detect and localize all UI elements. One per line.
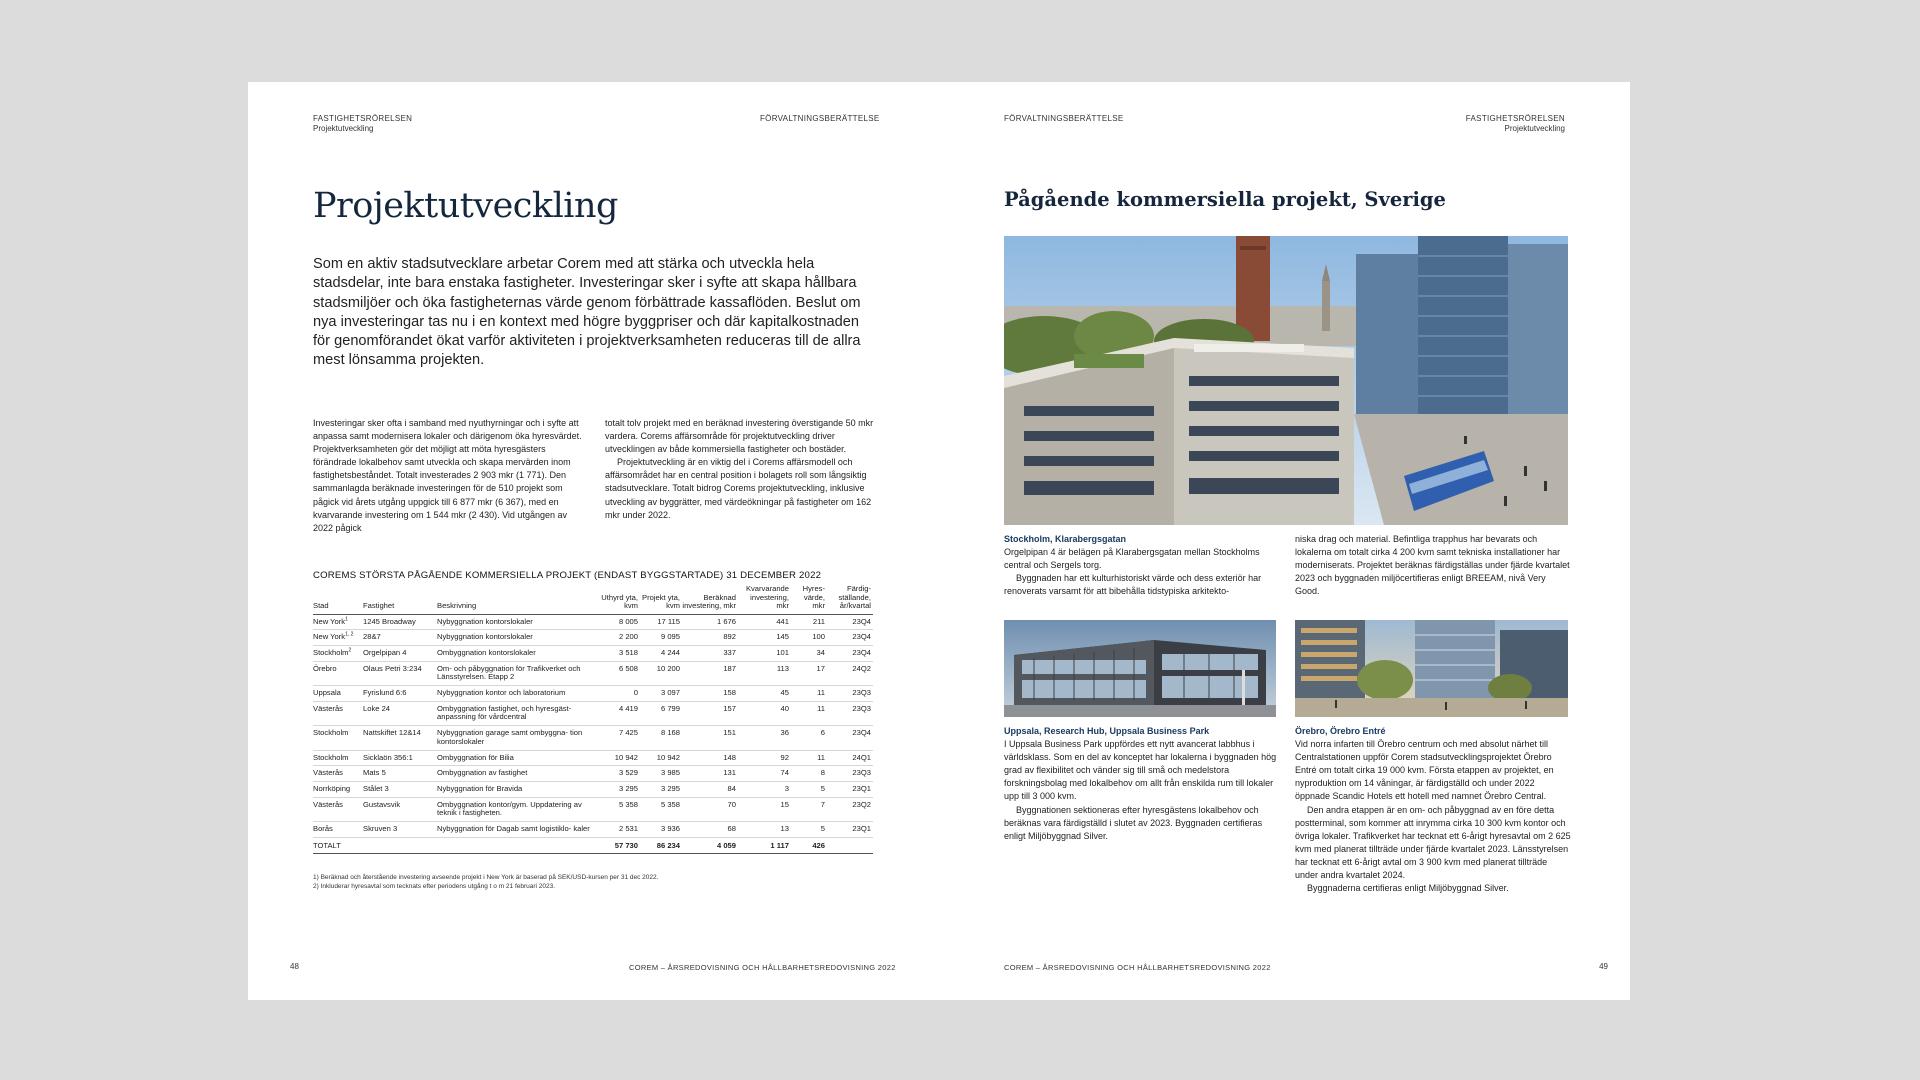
cell-projekt [640,766,682,782]
cell-text: Västerås [313,799,343,809]
table-title: COREMS STÖRSTA PÅGÅENDE KOMMERSIELLA PROJEKT (ENDAST BYGGSTARTADE) 31 DECEMBER 2022 [313,570,822,581]
cell-text: 40 [780,703,789,713]
caption-text: niska drag och material. Befintliga trapphus har bevarats och lokalerna om totalt cirka 4 200 kvm samt tekniska installationer har moderniserats. Projektet beräknas färdigställas under fjärde kvartalet 2023 och byggnaden miljöcertifieras enligt BREEAM, nivå Very Good. [1295,534,1570,597]
cell-fastighet [363,797,437,821]
table-row [313,822,873,838]
cell-fardig [827,686,873,702]
cell-text: 11 [817,703,825,713]
cell-text: 8 168 [660,728,680,738]
cell-stad [313,750,363,766]
section-label: FASTIGHETSRÖRELSEN [313,114,413,123]
cell-fastighet [363,781,437,797]
cell-kvarvarande [738,630,791,646]
cell-text: 10 942 [614,752,638,762]
cell-text: Olaus Petri 3:234 [363,663,422,673]
total-uthyrd: 57 730 [595,837,640,854]
cell-projekt [640,822,682,838]
cell-projekt [640,661,682,685]
cell-text: New York [313,632,346,642]
uppsala-research-hub-photo [1004,620,1276,717]
caption-orebro [1295,725,1571,895]
footnote: 1) Beräknad och återstående investering avseende projekt i New York är baserad på SEK/USD-kursen per 31 dec 2022. [313,874,659,881]
cell-hyresvarde [791,726,827,750]
col-header-fastighet: Fastighet [363,585,437,614]
cell-text: 151 [723,728,736,738]
cell-text: 337 [723,647,736,657]
cell-stad [313,630,363,646]
table-row [313,686,873,702]
cell-uthyrd [595,645,640,661]
cell-fardig [827,750,873,766]
cell-text: Orgelpipan 4 [363,647,407,657]
cell-beraknad [682,797,738,821]
caption-text: Byggnaderna certifieras enligt Miljöbyggnad Silver. [1307,883,1509,894]
section-title: Pågående kommersiella projekt, Sverige [1004,188,1446,211]
caption-text: Vid norra infarten till Örebro centrum och med absolut närhet till Centralstationen uppför Corem stadsutvecklingsprojektet Örebro Entré om totalt cirka 19 000 kvm. Första etappen av projektet, en nyproduktion om 14 våningar, är färdigställd och under 2022 öppnade Scandic Hotels ett hotell med namnet Örebro Central. [1295,739,1554,802]
cell-text: Västerås [313,703,343,713]
total-empty [827,837,873,854]
cell-beraknad [682,661,738,685]
body-paragraph: Projektutveckling är en viktig del i Corems affärsmodell och affärsområdet har en central position i bolagets roll som långsiktig stadsutvecklare. Totalt bidrog Corems projektutveckling, inklusive utveckling av byggrätter, med värdeökningar på fastigheter om 162 mkr under 2022. [605,457,872,520]
cell-fardig [827,645,873,661]
cell-text: 101 [776,647,789,657]
cell-fastighet [363,686,437,702]
cell-text: 17 [816,663,825,673]
cell-text: 13 [780,824,789,834]
cell-text: 4 244 [660,647,680,657]
cell-text: 17 115 [657,616,680,626]
table-row [313,766,873,782]
caption-text: Byggnaden har ett kulturhistoriskt värde och dess exteriör har renoverats varsamt för att bibehålla tidstypiska arkitekto- [1004,573,1262,597]
cell-text: 5 [820,783,825,793]
col-header-beraknad: Beräknad investering, mkr [682,585,738,614]
cell-beraknad [682,630,738,646]
cell-text: Nattskiftet 12&14 [363,728,421,738]
cell-text: Stockholm [313,647,349,657]
cell-text: Ombyggnation kontorslokaler [437,647,536,657]
footnote-marker: 1 [345,615,348,622]
cell-text: 148 [723,752,736,762]
cell-hyresvarde [791,614,827,630]
footnote-marker: 2 [348,647,352,654]
footnote-marker: 1, 2 [345,631,354,638]
col-header-projekt: Projekt yta, kvm [640,585,682,614]
cell-text: Västerås [313,768,343,778]
cell-stad [313,661,363,685]
cell-text: Loke 24 [363,703,391,713]
cell-text: 7 [820,799,825,809]
cell-beskrivning [437,614,595,630]
section-label: FASTIGHETSRÖRELSEN [1465,114,1565,123]
table-row [313,661,873,685]
cell-kvarvarande [738,750,791,766]
chapter-label: FÖRVALTNINGSBERÄTTELSE [760,114,880,123]
cell-text: 74 [780,768,789,778]
cell-beskrivning [437,750,595,766]
cell-uthyrd [595,781,640,797]
total-hyresvarde: 426 [791,837,827,854]
cell-text: 24Q2 [852,663,871,673]
cell-beskrivning [437,766,595,782]
col-header-hyresvarde: Hyres- värde, mkr [791,585,827,614]
cell-stad [313,701,363,725]
cell-hyresvarde [791,822,827,838]
col-header-uthyrd: Uthyrd yta, kvm [595,585,640,614]
cell-text: Nybyggnation garage samt ombyggna- tion kontorslokaler [437,728,583,746]
cell-text: 23Q1 [852,824,871,834]
right-running-header [1466,114,1565,134]
cell-text: Nybyggnation kontorslokaler [437,632,533,642]
cell-fardig [827,630,873,646]
cell-stad [313,645,363,661]
cell-text: 3 936 [660,824,680,834]
cell-uthyrd [595,614,640,630]
total-label: TOTALT [313,837,363,854]
table-row [313,645,873,661]
cell-text: 10 200 [656,663,680,673]
cell-text: 131 [723,768,736,778]
cell-stad [313,766,363,782]
footnote: 2) Inkluderar hyresavtal som tecknats efter periodens utgång t o m 21 februari 2023. [313,882,556,890]
orebro-entre-photo [1295,620,1568,717]
cell-text: Ombyggnation fastighet, och hyresgäst- anpassning för vårdcentral [437,703,572,722]
cell-text: 24Q1 [852,752,871,762]
cell-projekt [640,726,682,750]
cell-text: 100 [812,632,825,642]
cell-beskrivning [437,686,595,702]
cell-text: 70 [727,799,736,809]
cell-text: Gustavsvik [363,799,401,809]
cell-text: 23Q4 [852,647,871,657]
cell-fardig [827,766,873,782]
cell-text: 36 [780,728,789,738]
page-number: 48 [290,962,299,971]
cell-text: Nybyggnation kontor och laboratorium [437,688,566,698]
cell-fastighet [363,766,437,782]
cell-text: Norrköping [313,783,351,793]
cell-stad [313,781,363,797]
cell-text: 8 005 [618,616,638,626]
cell-text: Mats 5 [363,768,386,778]
col-header-stad: Stad [313,585,363,614]
cell-text: 892 [723,632,736,642]
cell-text: Örebro [313,663,337,673]
cell-kvarvarande [738,614,791,630]
cell-text: 0 [633,688,638,698]
cell-uthyrd [595,630,640,646]
cell-text: Borås [313,824,333,834]
cell-hyresvarde [791,686,827,702]
caption-text: Den andra etappen är en om- och påbyggnad av en före detta postterminal, som kommer att inrymma cirka 10 300 kvm kontor och övriga lokaler. Trafikverket har tecknat ett 6-årigt hyresavtal om 2 625 kvm med planerat tillträde under fjärde kvartalet 2023. Länsstyrelsen har tecknat ett 6-årigt avtal om 3 900 kvm med planerat tillträde under andra kvartalet 2024. [1295,804,1571,881]
projects-table [313,585,873,854]
cell-beskrivning [437,630,595,646]
cell-fardig [827,726,873,750]
cell-text: Om- och påbyggnation för Trafikverket och Länsstyrelsen. Etapp 2 [437,663,581,682]
cell-text: 3 097 [660,688,680,698]
total-projekt: 86 234 [640,837,682,854]
table-total-row [313,837,873,854]
cell-uthyrd [595,822,640,838]
col-header-kvarvarande: Kvarvarande investering, mkr [738,585,791,614]
cell-text: 3 [784,783,789,793]
cell-beraknad [682,726,738,750]
cell-text: 68 [727,824,736,834]
total-kvarvarande: 1 117 [738,837,791,854]
cell-text: Nybyggnation för Bravida [437,783,523,793]
caption-text: I Uppsala Business Park uppfördes ett nytt avancerat labbhus i världsklass. Som en del av konceptet har lokalerna i byggnaden hög grad av flexibilitet och vänder sig till små och medelstora forskningsbolag med lokalbehov om allt från enskilda rum till lokaler upp till 3 000 kvm. [1004,739,1277,802]
cell-text: 2 531 [618,824,638,834]
cell-text: New York [313,616,346,626]
cell-kvarvarande [738,822,791,838]
table-row [313,750,873,766]
cell-fardig [827,701,873,725]
caption-title: Stockholm, Klarabergsgatan [1004,534,1127,544]
cell-beraknad [682,750,738,766]
cell-beraknad [682,822,738,838]
cell-kvarvarande [738,661,791,685]
page-footer: COREM – ÅRSREDOVISNING OCH HÅLLBARHETSREDOVISNING 2022 [1004,963,1271,972]
cell-fardig [827,614,873,630]
cell-uthyrd [595,726,640,750]
cell-beskrivning [437,645,595,661]
cell-stad [313,797,363,821]
cell-uthyrd [595,766,640,782]
body-column-1 [313,417,585,535]
cell-text: 4 419 [618,703,638,713]
right-page [939,82,1630,1000]
cell-hyresvarde [791,797,827,821]
page-number: 49 [1599,962,1608,971]
cell-uthyrd [595,750,640,766]
cell-text: Sicklaön 356:1 [363,752,413,762]
cell-beskrivning [437,781,595,797]
cell-text: 28&7 [363,632,381,642]
cell-text: 187 [723,663,736,673]
cell-beskrivning [437,822,595,838]
cell-text: 3 518 [618,647,638,657]
cell-uthyrd [595,686,640,702]
cell-stad [313,822,363,838]
cell-projekt [640,701,682,725]
cell-text: 157 [723,703,736,713]
cell-text: Ombyggnation för Bilia [437,752,514,762]
cell-text: 92 [780,752,789,762]
cell-text: 9 095 [660,632,680,642]
cell-text: 1 676 [716,616,736,626]
cell-stad [313,614,363,630]
page-footer: COREM – ÅRSREDOVISNING OCH HÅLLBARHETSREDOVISNING 2022 [629,963,896,972]
cell-text: 23Q3 [852,768,871,778]
cell-fastighet [363,645,437,661]
cell-projekt [640,614,682,630]
left-page [248,82,939,1000]
cell-text: 23Q1 [852,783,871,793]
cell-text: Fyrislund 6:6 [363,688,407,698]
cell-fardig [827,781,873,797]
cell-text: Nybyggnation för Dagab samt logistiklo- kaler [437,824,590,834]
caption-text: Byggnationen sektioneras efter hyresgästens lokalbehov och beräknas vara färdigställd i slutet av 2023. Byggnaden certifieras enligt Miljöbyggnad Silver. [1004,804,1263,841]
cell-beraknad [682,701,738,725]
cell-text: 3 529 [618,768,638,778]
cell-beraknad [682,614,738,630]
caption-stockholm-cont [1295,533,1571,598]
left-running-header [313,114,412,134]
page-title: Projektutveckling [313,186,618,226]
cell-text: Nybyggnation kontorslokaler [437,616,533,626]
cell-text: 5 358 [660,799,680,809]
cell-text: 45 [780,688,789,698]
report-spread [248,82,1630,1000]
cell-hyresvarde [791,645,827,661]
cell-fardig [827,661,873,685]
caption-title: Uppsala, Research Hub, Uppsala Business Park [1004,726,1210,736]
cell-beskrivning [437,797,595,821]
cell-text: 5 [820,824,825,834]
cell-text: 84 [727,783,736,793]
table-row [313,701,873,725]
cell-hyresvarde [791,766,827,782]
cell-text: 3 295 [660,783,680,793]
cell-fastighet [363,750,437,766]
cell-beskrivning [437,726,595,750]
col-header-beskrivning: Beskrivning [437,585,595,614]
cell-text: Stockholm [313,728,349,738]
cell-beskrivning [437,701,595,725]
cell-text: 8 [820,768,825,778]
cell-text: Stockholm [313,752,349,762]
cell-beraknad [682,645,738,661]
cell-text: 1245 Broadway [363,616,416,626]
cell-text: 2 200 [618,632,638,642]
cell-text: 23Q3 [852,688,871,698]
cell-beraknad [682,766,738,782]
cell-kvarvarande [738,781,791,797]
cell-text: 23Q4 [852,616,871,626]
cell-stad [313,686,363,702]
cell-text: 23Q3 [852,703,871,713]
caption-text: Orgelpipan 4 är belägen på Klarabergsgatan mellan Stockholms central och Sergels torg. [1004,547,1260,571]
col-header-fardig: Färdig- ställande, år/kvartal [827,585,873,614]
cell-text: 211 [812,616,825,626]
cell-projekt [640,630,682,646]
cell-uthyrd [595,701,640,725]
cell-stad [313,726,363,750]
cell-fastighet [363,614,437,630]
cell-text: 11 [817,752,825,762]
cell-uthyrd [595,661,640,685]
table-header-row [313,585,873,614]
caption-stockholm [1004,533,1280,598]
table-row [313,797,873,821]
cell-kvarvarande [738,686,791,702]
cell-fardig [827,797,873,821]
cell-text: 5 358 [618,799,638,809]
chapter-label: FÖRVALTNINGSBERÄTTELSE [1004,114,1124,123]
cell-text: Ombyggnation av fastighet [437,768,528,778]
table-footnotes [313,874,658,891]
caption-uppsala [1004,725,1280,843]
cell-text: 3 985 [660,768,680,778]
cell-projekt [640,645,682,661]
total-empty [437,837,595,854]
cell-text: Skruven 3 [363,824,398,834]
cell-fastighet [363,701,437,725]
cell-hyresvarde [791,701,827,725]
total-beraknad: 4 059 [682,837,738,854]
table-body [313,614,873,854]
total-empty [363,837,437,854]
table-row [313,781,873,797]
cell-text: 11 [817,688,825,698]
cell-beraknad [682,686,738,702]
cell-text: 145 [776,632,789,642]
cell-text: Stålet 3 [363,783,389,793]
cell-kvarvarande [738,766,791,782]
table-row [313,726,873,750]
cell-kvarvarande [738,726,791,750]
cell-text: 6 799 [660,703,680,713]
cell-fastighet [363,822,437,838]
cell-text: 6 [820,728,825,738]
cell-text: 23Q2 [852,799,871,809]
cell-uthyrd [595,797,640,821]
cell-text: 158 [723,688,736,698]
cell-text: Ombyggnation kontor/gym. Uppdatering av teknik i fastigheten. [437,799,582,818]
cell-projekt [640,781,682,797]
cell-hyresvarde [791,750,827,766]
cell-text: 34 [816,647,825,657]
cell-hyresvarde [791,630,827,646]
cell-text: Uppsala [313,688,341,698]
cell-text: 23Q4 [852,728,871,738]
cell-beraknad [682,781,738,797]
cell-text: 15 [780,799,789,809]
cell-fastighet [363,630,437,646]
subsection-label: Projektutveckling [1504,124,1565,133]
cell-kvarvarande [738,797,791,821]
cell-text: 6 508 [618,663,638,673]
cell-text: 10 942 [656,752,680,762]
subsection-label: Projektutveckling [313,124,374,133]
body-column-2 [605,417,877,522]
cell-hyresvarde [791,661,827,685]
cell-kvarvarande [738,645,791,661]
lead-paragraph: Som en aktiv stadsutvecklare arbetar Corem med att stärka och utveckla hela stadsdelar, inte bara enstaka fastigheter. Investeringar sker i syfte att skapa hållbara stadsmiljöer och öka fastigheternas värde genom förbättrade kassaflöden. Beslut om nya investeringar tas nu i en kontext med högre byggpriser och där kapitalkostnaden för genomförandet ökat varför aktiviteten i projektverksamheten reduceras till de allra mest lönsamma projekten. [313,256,861,369]
cell-projekt [640,797,682,821]
cell-projekt [640,750,682,766]
cell-text: 441 [776,616,789,626]
stockholm-klarabergsgatan-photo [1004,236,1568,525]
cell-fastighet [363,661,437,685]
body-paragraph: totalt tolv projekt med en beräknad investering överstigande 50 mkr vardera. Corems affärsområde för projektutveckling driver utvecklingen av både kommersiella fastigheter och bostäder. [605,418,874,455]
table-row [313,630,873,646]
body-paragraph: Investeringar sker ofta i samband med nyuthyrningar och i syfte att anpassa samt modernisera lokaler och därigenom öka hyresvärdet. Projektverksamheten gör det möjligt att möta hyresgästers förändrade lokalbehov samt utveckla och skapa mervärden inom fastighetsbeståndet. Totalt investerades 2 903 mkr (1 771). Den sammanlagda beräknade investeringen för de 510 projekt som pågick vid årets utgång uppgick till 6 877 mkr (6 367), med en kvarvarande investering om 1 544 mkr (2 430). Vid utgången av 2022 pågick [313,418,582,533]
cell-beskrivning [437,661,595,685]
cell-text: 7 425 [618,728,638,738]
cell-text: 3 295 [618,783,638,793]
caption-title: Örebro, Örebro Entré [1295,726,1386,736]
cell-fardig [827,822,873,838]
table-row [313,614,873,630]
cell-text: 23Q4 [852,632,871,642]
cell-projekt [640,686,682,702]
cell-fastighet [363,726,437,750]
cell-kvarvarande [738,701,791,725]
cell-hyresvarde [791,781,827,797]
cell-text: 113 [776,663,789,673]
